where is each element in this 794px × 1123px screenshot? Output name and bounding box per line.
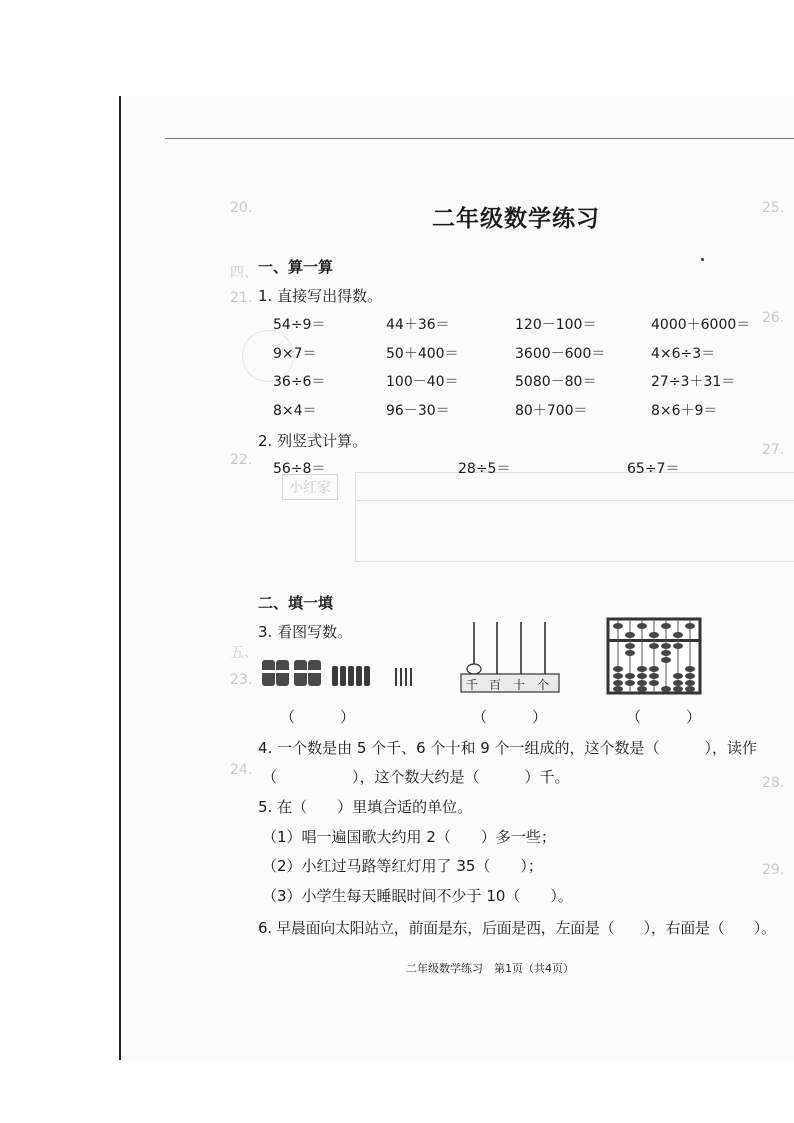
abacus-image [606,617,702,699]
question-4-line-2: （ ），这个数大约是（ ）千。 [262,768,570,786]
expression: 80＋700＝ [515,403,588,419]
place-label-ones: 个 [537,678,550,692]
question-5-label: 5. 在（ ）里填合适的单位。 [258,798,473,816]
question-5-item-3: （3）小学生每天睡眠时间不少于 10（ ）。 [262,887,573,905]
question-3-label: 3. 看图写数。 [258,623,353,641]
page-title: 二年级数学练习 [432,205,600,232]
expression: 100－40＝ [386,374,459,390]
place-label-hundreds: 百 [489,678,502,692]
question-5-item-2: （2）小红过马路等红灯用了 35（ ）； [262,857,543,875]
question-2-label: 2. 列竖式计算。 [258,432,368,450]
ghost-text: 23. [230,672,253,688]
ghost-text: 21. [230,290,253,306]
ghost-table-rule [355,500,794,501]
vertical-calc-item: 65÷7＝ [627,461,680,477]
expression: 4000＋6000＝ [651,317,751,333]
place-label-tens: 十 [513,678,526,692]
expression: 44＋36＝ [386,317,450,333]
ghost-table [355,472,794,562]
bundled-sticks-image [260,656,415,696]
ghost-text: 20. [230,200,253,216]
section-heading-calc: 一、算一算 [258,258,334,276]
section-heading-fill: 二、填一填 [258,594,334,612]
expression: 96－30＝ [386,403,450,419]
ghost-text: 四、 [230,265,258,281]
question-4-line-1: 4. 一个数是由 5 个千、6 个十和 9 个一组成的，这个数是（ ），读作 [258,739,758,757]
ghost-text: 25. [762,200,785,216]
answer-blank-abacus[interactable]: （ ） [626,708,702,726]
header-rule [165,138,794,139]
expression: 3600－600＝ [515,346,606,362]
speck [701,258,704,261]
expression: 27÷3＋31＝ [651,374,736,390]
ghost-text: 29. [762,862,785,878]
expression: 9×7＝ [273,346,317,362]
ghost-text: 小红家 [282,474,338,500]
page-footer: 二年级数学练习 第1页（共4页） [406,962,574,975]
expression: 50＋400＝ [386,346,459,362]
paper-sheet [120,96,794,1060]
answer-blank-counting-frame[interactable]: （ ） [472,708,548,726]
expression: 4×6÷3＝ [651,346,716,362]
ghost-text: 26. [762,310,785,326]
expression: 54÷9＝ [273,317,326,333]
expression: 5080－80＝ [515,374,597,390]
expression: 120－100＝ [515,317,597,333]
question-1-label: 1. 直接写出得数。 [258,287,383,305]
place-label-thousands: 千 [466,678,479,692]
question-6: 6. 早晨面向太阳站立，前面是东，后面是西，左面是（ ），右面是（ ）。 [258,919,776,937]
vertical-calc-item: 28÷5＝ [458,461,511,477]
vertical-calc-item: 56÷8＝ [273,461,326,477]
ghost-text: 24. [230,762,253,778]
ghost-text: 五、 [230,645,258,661]
expression: 8×6＋9＝ [651,403,718,419]
scan-left-edge [119,96,121,1060]
expression: 36÷6＝ [273,374,326,390]
ghost-text: 22. [230,452,253,468]
question-5-item-1: （1）唱一遍国歌大约用 2（ ）多一些； [262,828,556,846]
answer-blank-sticks[interactable]: （ ） [280,708,356,726]
expression: 8×4＝ [273,403,317,419]
ghost-text: 27. [762,442,785,458]
ghost-text: 28. [762,775,785,791]
